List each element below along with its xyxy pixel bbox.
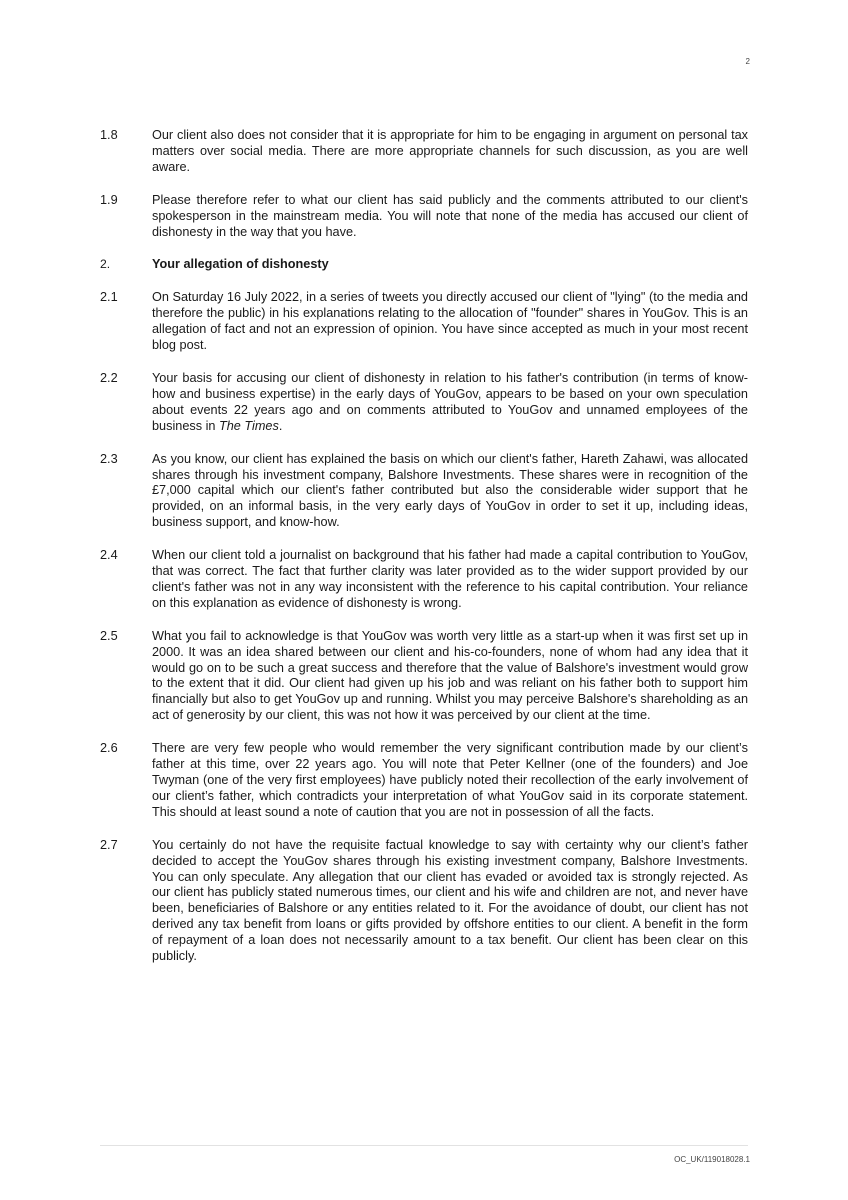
- paragraph-number: 2.7: [100, 837, 118, 852]
- paragraph-2-1: [100, 290, 748, 354]
- paragraph-1-9: [100, 193, 748, 241]
- paragraph-text: You certainly do not have the requisite factual knowledge to say with certainty why our client’s father decided to accept the YouGov shares through his existing investment company, Balshore Investments. You can only speculate. Any allegation that our client has evaded or avoided tax is strongly rejected. As our client has publicly stated numerous times, our client and his wife and children are not, and never have been, beneficiaries of Balshore or any entities related to it. For the avoidance of doubt, our client has not derived any tax benefit from loans or gifts provided by offshore entities to our client. A benefit in the form of repayment of a loan does not necessarily amount to a tax benefit. Our client has been clear on this publicly.: [152, 837, 748, 964]
- paragraph-text: When our client told a journalist on background that his father had made a capital contribution to YouGov, that was correct. The fact that further clarity was later provided as to the wider support provided by our client's father was not in any way inconsistent with the reference to his capital contribution. Your reliance on this explanation as evidence of dishonesty is wrong.: [152, 548, 748, 610]
- paragraph-number: 2.3: [100, 451, 118, 466]
- paragraph-2-2: [100, 371, 748, 435]
- paragraph-text: [152, 371, 748, 435]
- paragraph-2-3: [100, 452, 748, 532]
- paragraph-number: 2.5: [100, 628, 118, 643]
- paragraph-1-8: [100, 128, 748, 176]
- paragraph-number: 1.9: [100, 192, 118, 207]
- section-title: Your allegation of dishonesty: [152, 257, 329, 272]
- paragraph-text: Please therefore refer to what our client has said publicly and the comments attributed to our client's spokesperson in the mainstream media. You will note that none of the media has accused our client of dishonesty in the way that you have.: [152, 192, 748, 239]
- paragraph-number: 2.6: [100, 741, 118, 756]
- paragraph-text-part: .: [278, 418, 283, 433]
- paragraph-number: 2.4: [100, 548, 118, 563]
- section-number: 2.: [100, 257, 111, 272]
- paragraph-2-6: [100, 741, 748, 821]
- document-reference: OC_UK/119018028.1: [674, 1155, 750, 1164]
- paragraph-number: 1.8: [100, 128, 118, 142]
- paragraph-text: As you know, our client has explained the basis on which our client's father, Hareth Zahawi, was allocated shares through his investment company, Balshore Investments. These shares were in recognition of the £7,000 capital which our client's father contributed but also the considerable wider support that he provided, on an informal basis, in the very early days of YouGov in order to set it up, including ideas, business support, and know-how.: [152, 451, 748, 530]
- letter-body: [100, 128, 748, 982]
- paragraph-2-5: [100, 629, 748, 724]
- paragraph-text: On Saturday 16 July 2022, in a series of tweets you directly accused our client of "lying" (to the media and therefore the public) in his explanations relating to the allocation of "founder" shares in YouGov. This is an allegation of fact and not an expression of opinion. You have since accepted as much in your most recent blog post.: [152, 290, 748, 353]
- footer-divider: [100, 1145, 748, 1146]
- paragraph-text: What you fail to acknowledge is that YouGov was worth very little as a start-up when it was first set up in 2000. It was an idea shared between our client and his-co-founders, none of whom had any idea that it would go on to be such a great success and therefore that the value of Balshore's investment would grow to the extent that it did. Our client had given up his job and was reliant on his father both to support him financially but also to get YouGov up and running. Whilst you may perceive Balshore's shareholding as an act of generosity by our client, this was not how it was perceived by our client at the time.: [152, 628, 748, 723]
- paragraph-number: 2.1: [100, 290, 118, 305]
- paragraph-text: Our client also does not consider that it is appropriate for him to be engaging in argument on personal tax matters over social media. There are more appropriate channels for such discussion, as you are well aware.: [152, 128, 748, 174]
- paragraph-number: 2.2: [100, 370, 118, 385]
- paragraph-2-4: [100, 548, 748, 612]
- paragraph-2-7: [100, 838, 748, 965]
- section-heading-2: [100, 257, 748, 273]
- page-number: 2: [745, 57, 750, 66]
- paragraph-text: There are very few people who would remember the very significant contribution made by our client’s father at this time, over 22 years ago. You will note that Peter Kellner (one of the founders) and Joe Twyman (one of the very first employees) have publicly noted their recollection of the early involvement of our client’s father, which contradicts your interpretation of what YouGov said in its corporate statement. This should at least sound a note of caution that you are not in possession of all the facts.: [152, 741, 748, 819]
- publication-title: The Times: [219, 418, 279, 433]
- paragraph-text-part: Your basis for accusing our client of dishonesty in relation to his father's contribution (in terms of know-how and business expertise) in the early days of YouGov, appears to be based on your own speculation about events 22 years ago and on comments attributed to YouGov and unnamed employees of the business in: [152, 370, 748, 433]
